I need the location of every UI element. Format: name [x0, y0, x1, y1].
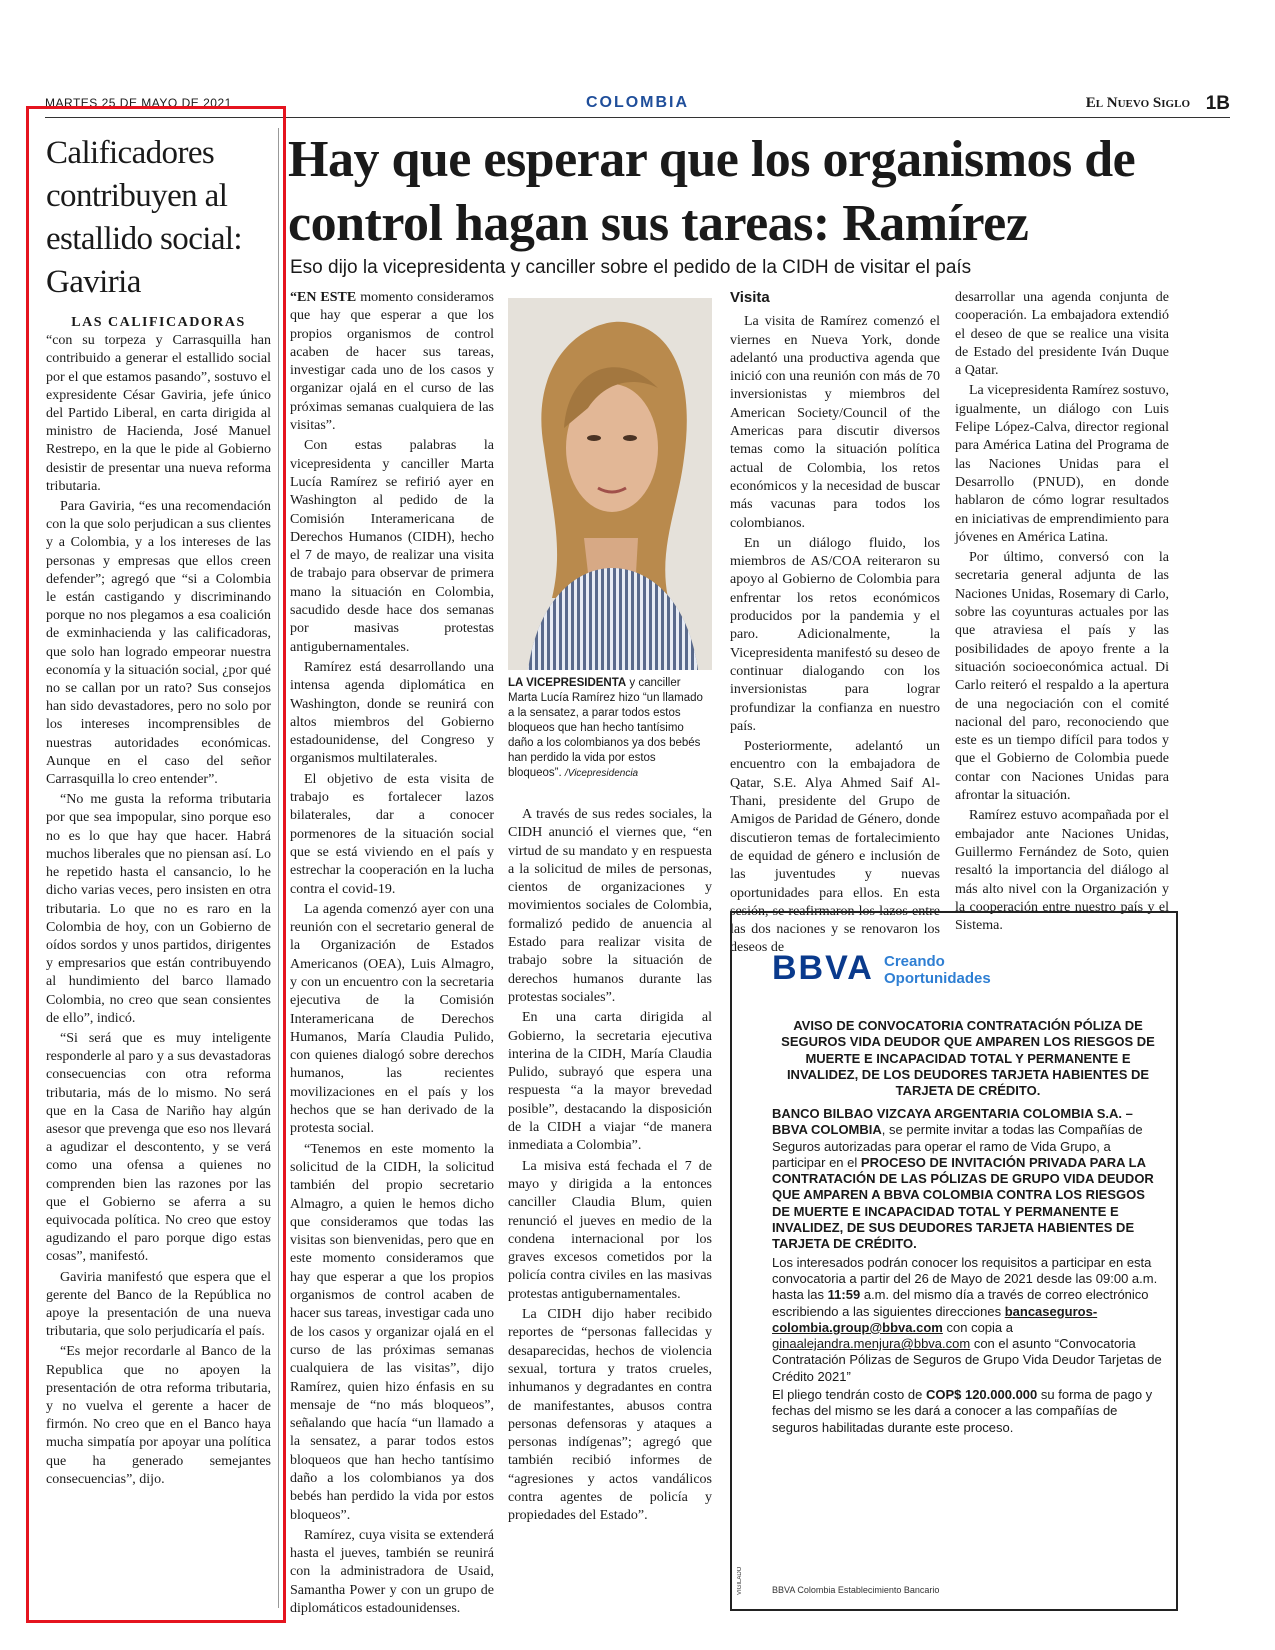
bbva-logo: BBVA	[772, 949, 874, 987]
sidebar-paragraph: Para Gaviria, “es una recomendación con la que solo perjudican a sus clientes y a Colombia, y a los intereses de las personas y empresas que ellos creen defender”; agregó que “si a Colombia le están castigando y discriminando porque no nos plegamos a esa coalición de exminhacienda y las calificadoras, que solo han logrado empeorar nuestra economía y la situación social, ¿por qué no se callan por un rato? Sus consejos han sido devastadores, pero no solo por los intereses incomprensibles de nuestras autoridades económicas. Aunque en el caso del señor Carrasquilla lo creo entender”.	[46, 499, 271, 788]
article-column-3	[730, 289, 940, 960]
article-headline: Hay que esperar que los organismos de control hagan sus tareas: Ramírez	[288, 131, 1136, 252]
article-column-1	[290, 289, 494, 1620]
section-name: COLOMBIA	[585, 94, 690, 111]
sidebar-paragraph: Gaviria manifestó que espera que el gerente del Banco de la República no apoye la presentación de una nueva tributaria, que solo perjudicaría el país.	[46, 1269, 271, 1340]
sidebar-headline: Calificadores contribuyen al estallido social: Gaviria	[46, 135, 243, 300]
article-paragraph: En una carta dirigida al Gobierno, la secretaria ejecutiva interina de la CIDH, María Claudia Pulido, subrayó que espera una respuesta “a la mayor brevedad posible”, destacando la disposición de la CIDH a viajar “de manera inmediata a Colombia”.	[508, 1010, 712, 1154]
article-paragraph: La misiva está fechada el 7 de mayo y dirigida a la entonces canciller Claudia Blum, quien renunció el jueves en medio de la condena internacional por los graves excesos cometidos por la policía contra civiles en las masivas protestas antigubernamentales.	[508, 1158, 712, 1302]
issue-date: MARTES 25 DE MAYO DE 2021	[45, 96, 232, 110]
article-paragraph: Ramírez estuvo acompañada por el embajador ante Naciones Unidas, Guillermo Fernández de Soto, quien resaltó la importancia del diálogo al más alto nivel con la Organización y la cooperación entre nuestro país y el Sistema.	[955, 808, 1169, 934]
masthead: El Nuevo Siglo	[1085, 95, 1190, 111]
sidebar-paragraph: “Si será que es muy inteligente responderle al paro y a sus devastadoras consecuencias con otra reforma tributaria, más de lo mismo. No será que en la Casa de Nariño hay algún asesor que prevenga que eso nos llevará a agudizar el descontento, y se verá como una ofensa a quienes no comprenden bien las razones por las que el Gobierno se aferra a su equivocada política. No creo que estoy agudizando el paro porque digo estas cosas”, manifestó.	[46, 1030, 271, 1265]
ad-paragraph: BANCO BILBAO VIZCAYA ARGENTARIA COLOMBIA S.A. – BBVA COLOMBIA, se permite invitar a todas las Compañías de Seguros autorizadas para operar el ramo de Vida Grupo, a participar en el PROCESO DE INVITACIÓN PRIVADA PARA LA CONTRATACIÓN DE LAS PÓLIZAS DE GRUPO VIDA DEUDOR QUE AMPAREN A BBVA COLOMBIA CONTRA LOS RIESGOS DE MUERTE E INCAPACIDAD TOTAL Y PERMANENTE E INVALIDEZ, DE SUS DEUDORES TARJETA HABIENTES DE TARJETA DE CRÉDITO.	[772, 1106, 1154, 1252]
ad-title: AVISO DE CONVOCATORIA CONTRATACIÓN PÓLIZA DE SEGUROS VIDA DEUDOR QUE AMPAREN LOS RIESGOS DE MUERTE E INCAPACIDAD TOTAL Y PERMANENTE E INVALIDEZ, DE LOS DEUDORES TARJETA HABIENTES DE TARJETA DE CRÉDITO.	[781, 1018, 1155, 1099]
article-column-2	[508, 806, 712, 1528]
sidebar-story	[46, 132, 271, 1491]
email-link[interactable]: ginaalejandra.menjura@bbva.com	[772, 1336, 971, 1352]
article-paragraph: desarrollar una agenda conjunta de cooperación. La embajadora extendió el deseo de que se realice una visita de Estado del presidente Iván Duque a Qatar.	[955, 290, 1169, 379]
article-paragraph: Ramírez, cuya visita se extenderá hasta el jueves, también se reunirá con la administradora de Usaid, Samantha Power y con un grupo de diplomáticos estadounidenses.	[290, 1527, 494, 1617]
sidebar-lead-in: LAS CALIFICADORAS	[71, 315, 246, 330]
article-lead-in: “EN ESTE	[290, 290, 357, 305]
article-paragraph: Por último, conversó con la secretaria general adjunta de las Naciones Unidas, Rosemary di Carlo, sobre las coyunturas actuales por las que atraviesa el país y las posibilidades de apoyo frente a la situación socioeconómica actual. Di Carlo reiteró el respaldo a la apertura de una negociación con el comité nacional del paro, reconociendo que este es un tiempo difícil para todos y que el Gobierno de Colombia puede contar con Naciones Unidas para afrontar la situación.	[955, 550, 1169, 804]
portrait-illustration	[508, 298, 712, 670]
article-paragraph: La CIDH dijo haber recibido reportes de “personas fallecidas y desaparecidas, hechos de violencia sexual, tortura y tratos crueles, inhumanos y degradantes en contra de manifestantes, abusos contra personas defensoras y ataques a personas indígenas”; agregó que también recibió informes de “agresiones y actos vandálicos contra agentes de policía y propiedades del Estado”.	[508, 1307, 712, 1524]
ad-paragraph: El pliego tendrán costo de COP$ 120.000.000 su forma de pago y fechas del mismo se les dará a conocer a las compañías de seguros habilitadas durante este proceso.	[772, 1387, 1153, 1435]
article-paragraph: “EN ESTE momento consideramos que hay que esperar a que los propios organismos de control acaben de hacer sus tareas, investigar cada uno de los casos y organizar ojalá en el curso de las próximas semanas cualquiera de las visitas”.	[290, 290, 495, 434]
column-divider	[278, 128, 279, 1608]
vigilado-mark: VIGILADO	[737, 1566, 743, 1595]
sidebar-paragraph: “con su torpeza y Carrasquilla han contribuido a generar el estallido social por el que estamos pasando”, sostuvo el expresidente César Gaviria, jefe único del Partido Liberal, en carta dirigida al ministro de Hacienda, José Manuel Restrepo, en la que le pide al Gobierno desistir de presentar una nueva reforma tributaria.	[46, 333, 271, 494]
article-paragraph: En un diálogo fluido, los miembros de AS/COA reiteraron su apoyo al Gobierno de Colombia para enfrentar los retos económicos producidos por la pandemia y el paro. Adicionalmente, la Vicepresidenta manifestó su deseo de continuar dialogando con los inversionistas para lograr profundizar la confianza en nuestro país.	[730, 535, 940, 734]
article-paragraph: La vicepresidenta Ramírez sostuvo, igualmente, un diálogo con Luis Felipe López-Calva, director regional para América Latina del Programa de las Naciones Unidas para el Desarrollo (PNUD), en donde hablaron de cómo lograr resultados en iniciativas de emprendimiento para jóvenes en América Latina.	[955, 383, 1169, 545]
email-link[interactable]: bancaseguros-colombia.group@bbva.com	[772, 1303, 1098, 1335]
article-paragraph: Posteriormente, adelantó un encuentro con la embajadora de Qatar, S.E. Alya Ahmed Saif Al-Thani, presidente del Grupo de Amigos de Paridad de Género, donde discutieron temas de fortalecimiento de equidad de género e inclusión de las juventudes y nuevas oportunidades para ellos. En esta sesión, se reafirmaron los lazos entre las dos naciones y se renovaron los deseos de	[730, 739, 940, 956]
bbva-tagline: Creando Oportunidades	[884, 953, 991, 987]
ad-body	[772, 1106, 1164, 1438]
subhead-visita: Visita	[730, 289, 770, 306]
article-paragraph: Con estas palabras la vicepresidenta y canciller Marta Lucía Ramírez se refirió ayer en Washington al pedido de la Comisión Interamericana de Derechos Humanos (CIDH), hecho el 7 de mayo, de realizar una visita de trabajo para observar de primera mano la situación en Colombia, sacudido desde hace dos semanas por masivas protestas antigubernamentales.	[290, 438, 494, 655]
caption-lead-in: LA VICEPRESIDENTA	[508, 677, 627, 689]
bbva-ad	[730, 911, 1178, 1611]
article-paragraph: Ramírez está desarrollando una intensa agenda diplomática en Washington, donde se reunirá con altos miembros del Gobierno estadounidense, del Congreso y organismos multilaterales.	[290, 659, 494, 767]
portrait-photo	[508, 298, 712, 670]
sidebar-body	[46, 314, 271, 1489]
sidebar-paragraph: “Es mejor recordarle al Banco de la Republica que no apoyen la presentación de otra reforma tributaria, y no vuelva el gerente a hacer de firmón. No creo que en el Banco haya mucha simpatía por apoyar una política que ha generado semejantes consecuencias”, dijo.	[46, 1344, 271, 1487]
article-paragraph: “Tenemos en este momento la solicitud de la CIDH, la solicitud también del propio secretario Almagro, a quien le hemos dicho que consideramos que todas las visitas son bienvenidas, pero que en este momento consideramos que hay que esperar a que los propios organismos de control acaben de hacer sus tareas, investigar cada uno de los casos y organizar ojalá en el curso de las próximas semanas cualquiera de las visitas”, dijo Ramírez, quien hizo énfasis en su mensaje de “no más bloqueos”, señalando que hacía “un llamado a la sensatez, a parar todos estos bloqueos que han hecho tantísimo daño a los colombianos ya dos bebés han perdido la vida por estos bloqueos”.	[290, 1141, 494, 1523]
article-column-4	[955, 289, 1169, 937]
article-subtitle: Eso dijo la vicepresidenta y canciller sobre el pedido de la CIDH de visitar el país	[290, 257, 972, 278]
ad-paragraph: Los interesados podrán conocer los requisitos a participar en esta convocatoria a partir del 26 de Mayo de 2021 desde las 09:00 a.m. hasta las 11:59 a.m. del mismo día a través de correo electrónico escribiendo a las siguientes direcciones bancaseguros-colombia.group@bbva.com con copia a ginaalejandra.menjura@bbva.com con el asunto “Convocatoria Contratación Pólizas de Seguros de Grupo Vida Deudor Tarjetas de Crédito 2021”	[772, 1254, 1162, 1384]
caption-credit: /Vicepresidencia	[564, 768, 639, 779]
sidebar-paragraph: “No me gusta la reforma tributaria por que sea impopular, sino porque eso no es lo que hay que hacer. Habrá muchos liberales que no piensan así. Lo he repetido hasta el cansancio, lo he dicho varias veces, pero insisten en otra tributaria. Lo que no es raro en la Colombia de hoy, con un Gobierno de oídos sordos y unos partidos, dirigentes y empresarios que están contribuyendo al hundimiento del barco llamado Colombia, no creo que sean consientes de ello”, indicó.	[46, 792, 271, 1026]
article-paragraph: A través de sus redes sociales, la CIDH anunció el viernes que, “en virtud de su mandato y en respuesta a la solicitud de miles de personas, cientos de organizaciones y movimientos sociales de Colombia, formalizó pedido de anuencia al Estado para realizar visita de trabajo sobre la situación de derechos humanos durante las protestas sociales”.	[508, 807, 712, 1005]
caption-text: y canciller Marta Lucía Ramírez hizo “un llamado a la sensatez, a parar todos estos bloqueos que han hecho tantísimo daño a los colombianos ya dos bebés han perdido la vida por estos bloqueos”.	[508, 677, 703, 779]
article-paragraph: El objetivo de esta visita de trabajo es fortalecer lazos bilaterales, dar a conocer pormenores de la situación social que se está viviendo en el país y estrechar la cooperación en la lucha contra el covid-19.	[290, 771, 494, 897]
article-paragraph: La agenda comenzó ayer con una reunión con el secretario general de la Organización de Estados Americanos (OEA), Luis Almagro, y con un encuentro con la secretaria ejecutiva de la Comisión Interamericana de Derechos Humanos, María Claudia Pulido, con quienes dialogó sobre derechos humanos, las recientes movilizaciones en el país y los hechos que se han derivado de la protesta social.	[290, 901, 494, 1137]
photo-caption	[508, 676, 712, 781]
page-number: 1B	[1205, 93, 1230, 114]
article-paragraph: La visita de Ramírez comenzó el viernes en Nueva York, donde adelantó una productiva agenda que inició con una reunión con más de 70 inversionistas y miembros del American Society/Council of the Americas para discutir diversos temas como la situación política actual de Colombia, los retos económicos y la necesidad de buscar más vacunas para todos los colombianos.	[730, 314, 940, 531]
ad-footer: BBVA Colombia Establecimiento Bancario	[772, 1585, 940, 1595]
